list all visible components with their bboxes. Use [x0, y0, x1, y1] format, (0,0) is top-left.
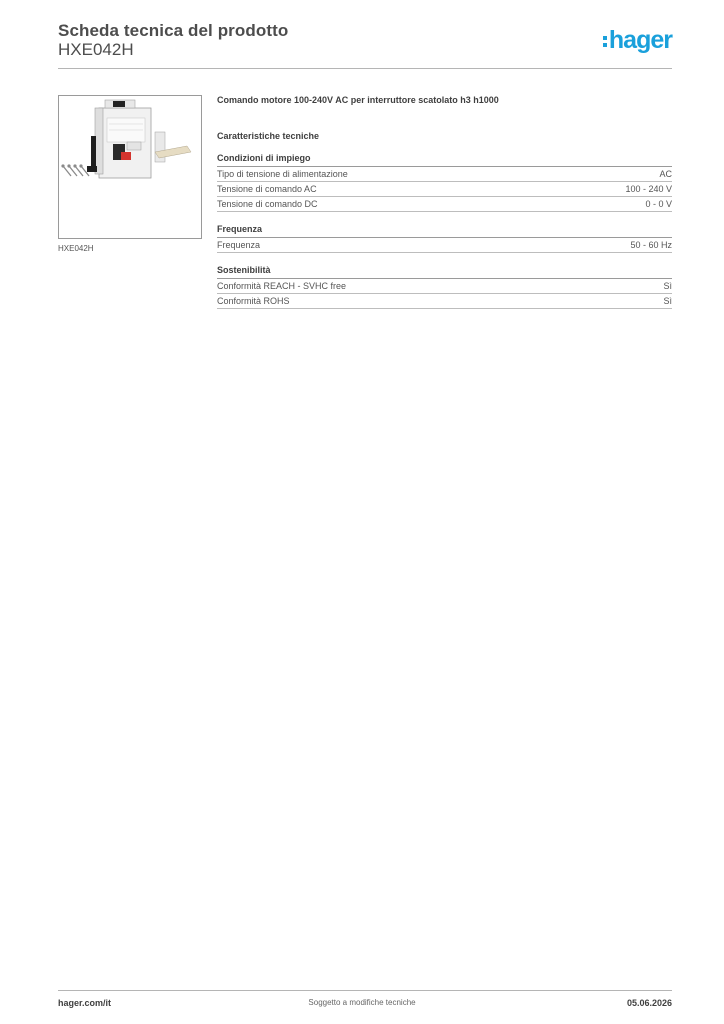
footer-divider [58, 990, 672, 991]
hager-logo [603, 28, 672, 53]
spec-row [217, 238, 672, 253]
header-divider [58, 68, 672, 69]
spec-row [217, 197, 672, 212]
product-code: HXE042H [58, 40, 134, 59]
spec-value: 50 - 60 Hz [630, 240, 672, 250]
footer-date: 05.06.2026 [626, 998, 672, 1008]
spec-label: Conformità REACH - SVHC free [217, 281, 347, 291]
spec-value: Sì [663, 296, 672, 306]
logo-text: hager [608, 26, 672, 54]
group-title: Condizioni di impiego [217, 153, 672, 167]
motor-operator-illustration [59, 96, 201, 238]
spec-row [217, 167, 672, 182]
spec-label: Frequenza [217, 240, 261, 250]
spec-value: 0 - 0 V [645, 199, 672, 209]
spec-value: AC [659, 169, 672, 179]
spec-label: Tipo di tensione di alimentazione [217, 169, 348, 179]
spec-group-sustainability [217, 265, 672, 309]
spec-row [217, 279, 672, 294]
spec-content [217, 95, 672, 321]
footer-note: Soggetto a modifiche tecniche [308, 998, 416, 1007]
image-caption: HXE042H [58, 244, 94, 253]
spec-label: Tensione di comando AC [217, 184, 317, 194]
logo-dots-icon [603, 36, 607, 47]
group-title: Sostenibilità [217, 265, 672, 279]
spec-group-conditions [217, 153, 672, 212]
spec-label: Conformità ROHS [217, 296, 290, 306]
page-title: Scheda tecnica del prodotto [58, 21, 289, 40]
section-title: Caratteristiche tecniche [217, 131, 320, 141]
spec-value: Sì [663, 281, 672, 291]
spec-value: 100 - 240 V [625, 184, 672, 194]
product-description: Comando motore 100-240V AC per interruttore scatolato h3 h1000 [217, 95, 499, 105]
spec-label: Tensione di comando DC [217, 199, 318, 209]
group-title: Frequenza [217, 224, 672, 238]
spec-row [217, 182, 672, 197]
spec-group-frequency [217, 224, 672, 253]
spec-row [217, 294, 672, 309]
product-image [58, 95, 202, 239]
footer-website-link[interactable]: hager.com/it [58, 998, 112, 1008]
